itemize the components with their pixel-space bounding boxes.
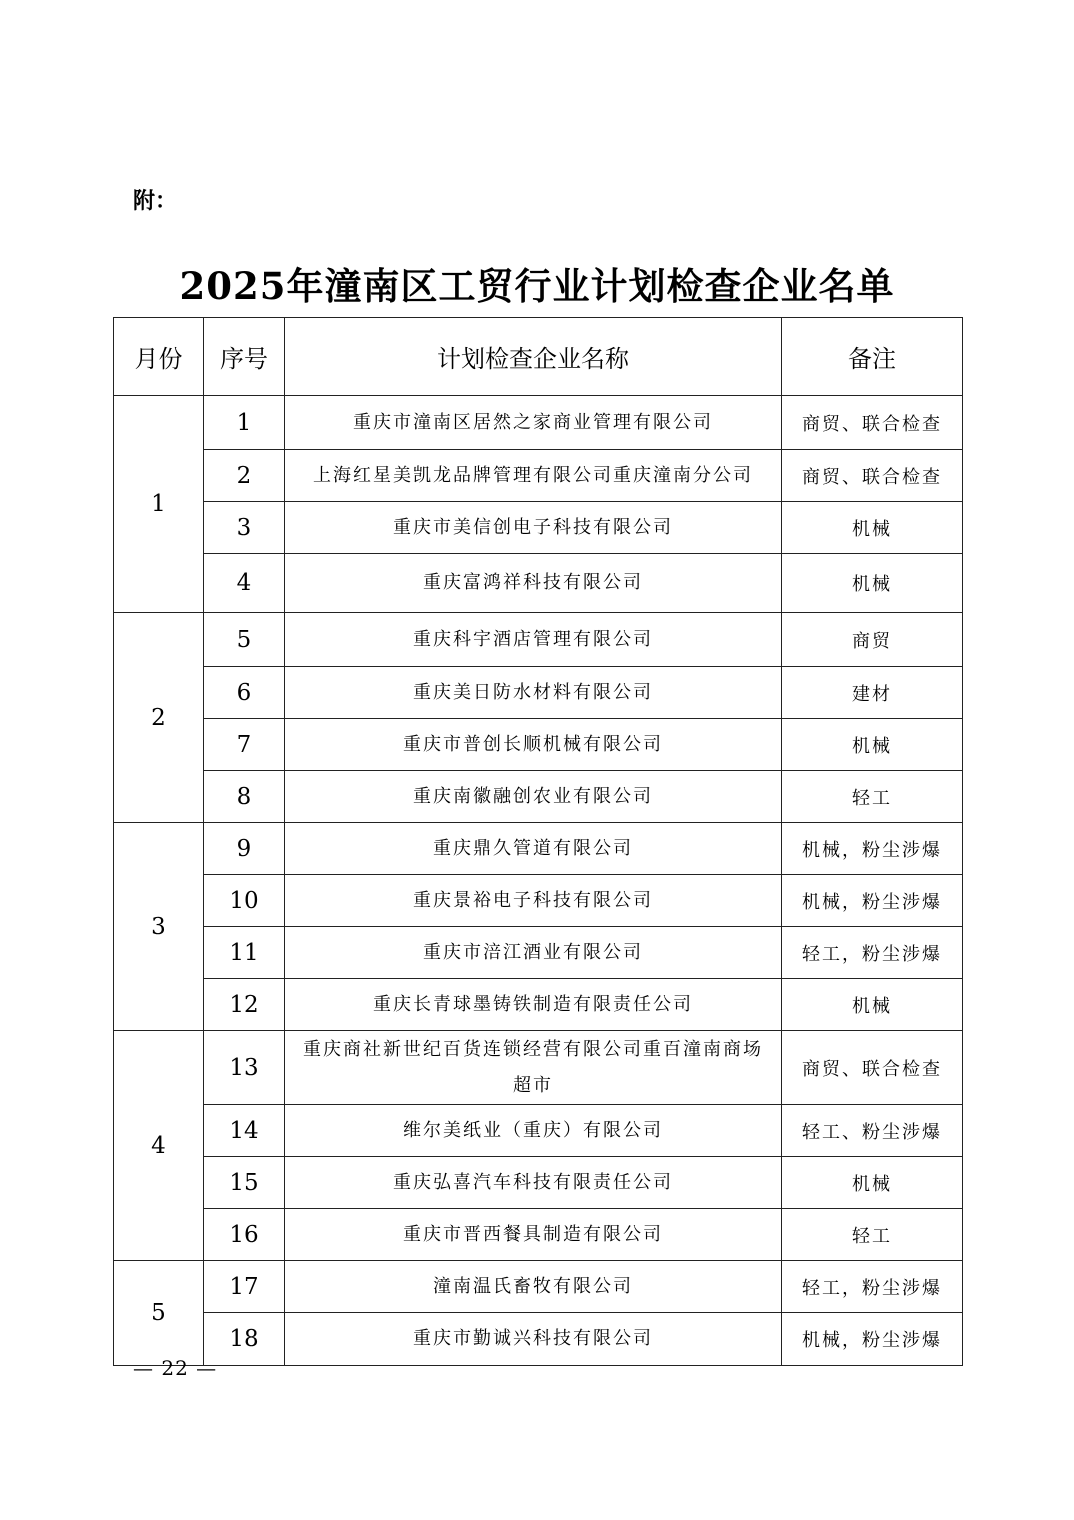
note-cell: 轻工 — [782, 1209, 963, 1261]
company-cell: 重庆市晋西餐具制造有限公司 — [285, 1209, 782, 1261]
table-row — [114, 613, 963, 667]
note-cell: 机械 — [782, 979, 963, 1031]
table-row — [114, 554, 963, 613]
company-cell: 重庆科宇酒店管理有限公司 — [285, 613, 782, 667]
company-cell: 重庆景裕电子科技有限公司 — [285, 875, 782, 927]
header-seq: 序号 — [204, 318, 285, 396]
seq-cell: 16 — [204, 1209, 285, 1261]
seq-cell: 11 — [204, 927, 285, 979]
note-cell: 商贸、联合检查 — [782, 450, 963, 502]
company-cell: 重庆市勤诚兴科技有限公司 — [285, 1313, 782, 1366]
table-row — [114, 502, 963, 554]
note-cell: 机械 — [782, 554, 963, 613]
month-cell: 2 — [114, 613, 204, 823]
note-cell: 商贸、联合检查 — [782, 1031, 963, 1105]
table-row — [114, 771, 963, 823]
seq-cell: 6 — [204, 667, 285, 719]
month-cell: 3 — [114, 823, 204, 1031]
company-cell: 重庆富鸿祥科技有限公司 — [285, 554, 782, 613]
company-cell: 潼南温氏畜牧有限公司 — [285, 1261, 782, 1313]
note-cell: 商贸、联合检查 — [782, 396, 963, 450]
header-month: 月份 — [114, 318, 204, 396]
seq-cell: 14 — [204, 1105, 285, 1157]
seq-cell: 3 — [204, 502, 285, 554]
header-note: 备注 — [782, 318, 963, 396]
company-cell: 重庆南徽融创农业有限公司 — [285, 771, 782, 823]
note-cell: 机械，粉尘涉爆 — [782, 875, 963, 927]
note-cell: 轻工、粉尘涉爆 — [782, 1105, 963, 1157]
note-cell: 机械 — [782, 1157, 963, 1209]
month-cell: 5 — [114, 1261, 204, 1366]
note-cell: 机械 — [782, 719, 963, 771]
table-row — [114, 1157, 963, 1209]
seq-cell: 4 — [204, 554, 285, 613]
table-row — [114, 1261, 963, 1313]
table-row — [114, 450, 963, 502]
table-row — [114, 1105, 963, 1157]
company-cell: 维尔美纸业（重庆）有限公司 — [285, 1105, 782, 1157]
company-cell: 重庆弘喜汽车科技有限责任公司 — [285, 1157, 782, 1209]
document-title: 2025年潼南区工贸行业计划检查企业名单 — [179, 264, 895, 308]
company-cell: 重庆鼎久管道有限公司 — [285, 823, 782, 875]
company-cell: 重庆市涪江酒业有限公司 — [285, 927, 782, 979]
note-cell: 轻工，粉尘涉爆 — [782, 1261, 963, 1313]
header-company: 计划检查企业名称 — [285, 318, 782, 396]
table-row — [114, 1031, 963, 1105]
inspection-table — [113, 317, 963, 1366]
seq-cell: 18 — [204, 1313, 285, 1366]
seq-cell: 1 — [204, 396, 285, 450]
company-cell: 上海红星美凯龙品牌管理有限公司重庆潼南分公司 — [285, 450, 782, 502]
seq-cell: 13 — [204, 1031, 285, 1105]
table-row — [114, 875, 963, 927]
company-cell: 重庆市潼南区居然之家商业管理有限公司 — [285, 396, 782, 450]
seq-cell: 10 — [204, 875, 285, 927]
table-row — [114, 396, 963, 450]
table-row — [114, 927, 963, 979]
note-cell: 机械，粉尘涉爆 — [782, 823, 963, 875]
note-cell: 机械，粉尘涉爆 — [782, 1313, 963, 1366]
table-row — [114, 823, 963, 875]
table-row — [114, 1209, 963, 1261]
seq-cell: 9 — [204, 823, 285, 875]
company-cell: 重庆长青球墨铸铁制造有限责任公司 — [285, 979, 782, 1031]
table-row — [114, 1313, 963, 1366]
note-cell: 建材 — [782, 667, 963, 719]
company-cell: 重庆美日防水材料有限公司 — [285, 667, 782, 719]
seq-cell: 5 — [204, 613, 285, 667]
note-cell: 轻工，粉尘涉爆 — [782, 927, 963, 979]
seq-cell: 12 — [204, 979, 285, 1031]
table-row — [114, 979, 963, 1031]
company-cell: 重庆市普创长顺机械有限公司 — [285, 719, 782, 771]
note-cell: 机械 — [782, 502, 963, 554]
seq-cell: 2 — [204, 450, 285, 502]
table-header-row — [114, 318, 963, 396]
seq-cell: 8 — [204, 771, 285, 823]
note-cell: 商贸 — [782, 613, 963, 667]
company-cell: 重庆商社新世纪百货连锁经营有限公司重百潼南商场超市 — [285, 1031, 782, 1105]
company-cell: 重庆市美信创电子科技有限公司 — [285, 502, 782, 554]
seq-cell: 7 — [204, 719, 285, 771]
month-cell: 1 — [114, 396, 204, 613]
seq-cell: 17 — [204, 1261, 285, 1313]
seq-cell: 15 — [204, 1157, 285, 1209]
month-cell: 4 — [114, 1031, 204, 1261]
page-number: — 22 — — [133, 1356, 218, 1380]
note-cell: 轻工 — [782, 771, 963, 823]
table-row — [114, 719, 963, 771]
table-row — [114, 667, 963, 719]
attachment-label: 附： — [133, 189, 178, 214]
